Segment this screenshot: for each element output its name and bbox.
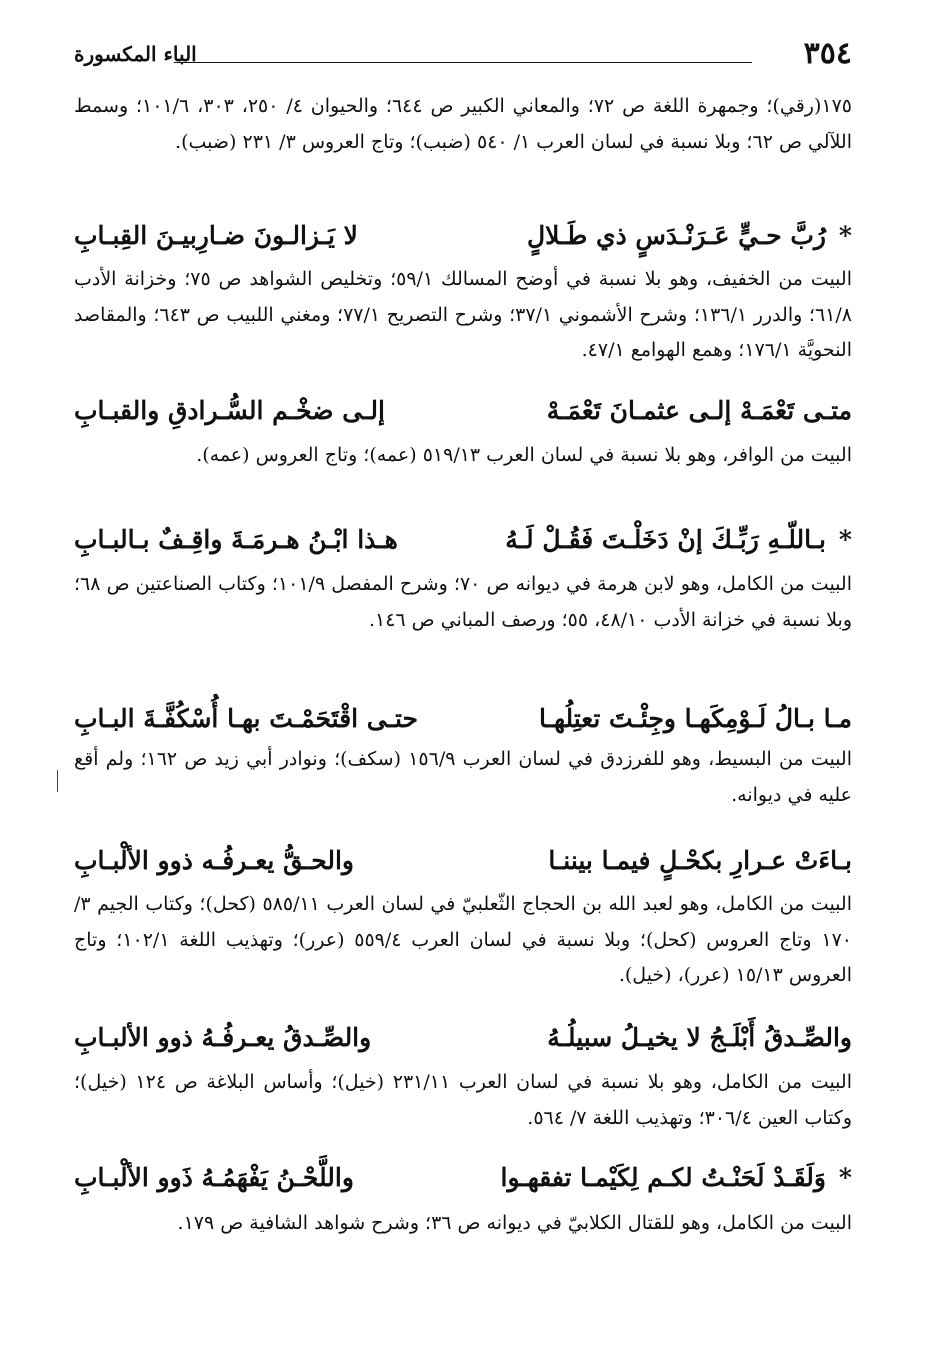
verse-line <box>74 214 852 258</box>
verse-first-hemistich: بـاءَتْ عـرارِ بكحْـلٍ فيمـا بيننـا <box>548 846 852 875</box>
verse-note: البيت من الكامل، وهو للقتال الكلابيّ في ديوانه ص ٣٦؛ وشرح شواهد الشافية ص ١٧٩. <box>177 1212 852 1234</box>
verse-line <box>74 518 852 562</box>
verse-first-hemistich: مـا بـالُ لَـوْمِكَهـا وجِئْـتَ تعتِلُهـا <box>539 704 852 733</box>
verse-first-hemistich: متـى تَعْمَـهْ إلـى عثمـانَ تَعْمَـهْ <box>546 396 852 425</box>
verse-second-hemistich: واللَّحْـنُ يَفْهَمُـهُ ذَوو الألْبـابِ <box>74 1163 354 1192</box>
header-rule <box>174 62 752 63</box>
verse-note: البيت من الوافر، وهو بلا نسبة في لسان العرب ٥١٩/١٣ (عمه)؛ وتاج العروس (عمه). <box>196 444 852 466</box>
verse-second-hemistich: لا يَـزالـونَ ضـارِبيـنَ القِبـابِ <box>74 221 358 250</box>
running-title: الباء المكسورة <box>74 42 197 66</box>
verse-second-hemistich: هـذا ابْـنُ هـرمَـةَ واقِـفٌ بـالبـابِ <box>74 525 398 554</box>
page-number: ٣٥٤ <box>803 36 852 71</box>
verse-note: البيت من الكامل، وهو بلا نسبة في لسان العرب ٢٣١/١١ (خيل)؛ وأساس البلاغة ص ١٢٤ (خيل)؛ وكتاب العين ٣٠٦/٤؛ وتهذيب اللغة ٧/ ٥٦٤. <box>74 1071 852 1129</box>
verse-line <box>74 1016 852 1060</box>
verse-second-hemistich: حتـى اقْتَحَمْـتَ بهـا أُسْكُفَّـةَ البـابِ <box>74 704 418 733</box>
verse-note: البيت من البسيط، وهو للفرزدق في لسان العرب ١٥٦/٩ (سكف)؛ ونوادر أبي زيد ص ١٦٢؛ ولم أقع عليه في ديوانه. <box>74 748 852 806</box>
verse-first-hemistich: وَلَقَـدْ لَحَنْـتُ لكـم لِكَيْمـا تفقهـوا <box>500 1163 826 1192</box>
verse-first-hemistich: رُبَّ حـيٍّ عَـرَنْـدَسٍ ذي طَـلالٍ <box>527 221 826 250</box>
verse-second-hemistich: والصِّـدقُ يعـرفُـهُ ذوو الألبـابِ <box>74 1023 372 1052</box>
verse-line <box>74 839 852 883</box>
verse-note: البيت من الكامل، وهو لعبد الله بن الحجاج الثّعلبيّ في لسان العرب ٥٨٥/١١ (كحل)؛ وكتاب الجيم ٣/ ١٧٠ وتاج العروس (كحل)؛ وبلا نسبة في لسان العرب ٥٥٩/٤ (عرر)؛ وتهذيب اللغة ١٠٢/١؛ وتاج العروس ١٥/١٣ (عرر)، (خيل). <box>74 893 852 986</box>
verse-note: البيت من الكامل، وهو لابن هرمة في ديوانه ص ٧٠؛ وشرح المفصل ١٠١/٩؛ وكتاب الصناعتين ص ٦٨؛ وبلا نسبة في خزانة الأدب ٤٨/١٠، ٥٥؛ ورصف المباني ص ١٤٦. <box>74 573 852 631</box>
verse-star: * <box>838 525 852 554</box>
verse-note: البيت من الخفيف، وهو بلا نسبة في أوضح المسالك ٥٩/١؛ وتخليص الشواهد ص ٧٥؛ وخزانة الأدب ٦١/٨؛ والدرر ١٣٦/١؛ وشرح الأشموني ٣٧/١؛ وشرح التصريح ٧٧/١؛ ومغني اللبيب ص ٦٤٣؛ والمقاصد النحويَّة ١٧٦/١؛ وهمع الهوامع ٤٧/١. <box>74 268 852 361</box>
verse-line <box>74 389 852 433</box>
verse-star: * <box>838 221 852 250</box>
verse-second-hemistich: إلـى ضخْـم السُّـرادقِ والقبـابِ <box>74 396 385 425</box>
verse-star: * <box>838 1163 852 1192</box>
verse-line <box>74 1156 852 1200</box>
verse-line <box>74 697 852 741</box>
verse-first-hemistich: بـاللّـهِ رَبِّـكَ إنْ دَخَلْـتَ فَقُـلْ لَـهُ <box>505 525 826 554</box>
intro-note: ١٧٥(رقي)؛ وجمهرة اللغة ص ٧٢؛ والمعاني الكبير ص ٦٤٤؛ والحيوان ٤/ ٢٥٠، ٣٠٣، ١٠١/٦؛ وسمط اللآلي ص ٦٢؛ وبلا نسبة في لسان العرب ١/ ٥٤٠ (ضبب)؛ وتاج العروس ٣/ ٢٣١ (ضبب). <box>74 95 852 153</box>
verse-first-hemistich: والصِّـدقُ أَبْلَـجُ لا يخيـلُ سبيلُـهُ <box>547 1023 852 1052</box>
margin-mark <box>57 770 58 792</box>
page-header <box>74 34 852 74</box>
verse-second-hemistich: والحـقُّ يعـرفُـه ذوو الألْبـابِ <box>74 846 354 875</box>
